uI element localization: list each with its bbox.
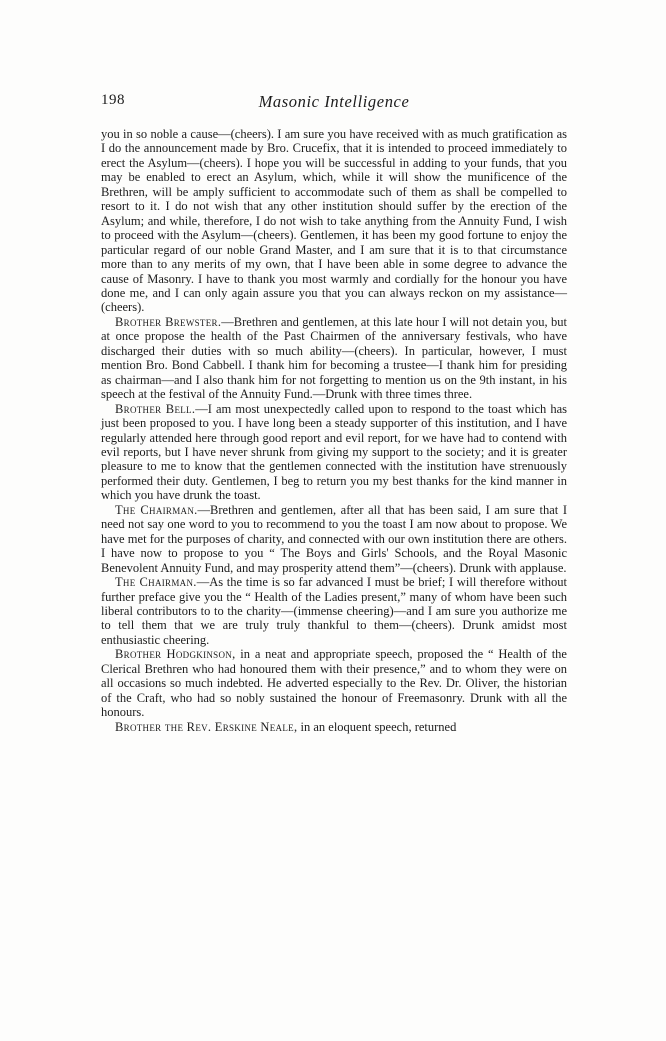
paragraph-neale: [101, 720, 567, 734]
paragraph-hodgkinson: [101, 647, 567, 719]
paragraph-text: in a neat and appropriate speech, proposed the “ Health of the Clerical Brethren who had honoured them with their presence,” and to whom they were on all occasions so much indebted. He adverted especially to the Rev. Dr. Oliver, the historian of the Craft, who had so nobly sustained the honour of Freemasonry. Drunk with all the honours.: [101, 647, 567, 720]
speaker-name: The Chairman.: [115, 575, 197, 590]
paragraph-text: —I am most unexpectedly called upon to respond to the toast which has just been proposed to you. I have long been a steady supporter of this institution, and I have regularly attended here through good report and evil report, for we have had to contend with evil reports, but I have never shrunk from giving my support to the society; and it is greater pleasure to me to know that the gentlemen connected with the institution have strenuously performed their duty. Gentlemen, I beg to return you my best thanks for the kind manner in which you have drunk the toast.: [101, 401, 567, 503]
speaker-name: Brother Bell.: [115, 401, 196, 416]
speaker-name: Brother Hodgkinson,: [115, 647, 236, 662]
paragraph-text: —Brethren and gentlemen, after all that has been said, I am sure that I need not say one word to you to recommend to you the toast I am now about to propose. We have met for the purposes of charity, and connected with our own institution there are others. I have now to propose to you “ The Boys and Girls' Schools, and the Royal Masonic Benevolent Annuity Fund, and may prosperity attend them”—(cheers). Drunk with applause.: [101, 502, 567, 575]
speaker-name: Brother Brewster.: [115, 314, 222, 329]
page-header: [101, 92, 567, 116]
speaker-name: Brother the Rev. Erskine Neale,: [115, 719, 298, 734]
paragraph-chairman-ladies: [101, 575, 567, 647]
paragraph-asylum-speech: [101, 127, 567, 315]
page-number: 198: [101, 92, 125, 108]
paragraph-bell: [101, 402, 567, 503]
paragraph-text: —Brethren and gentlemen, at this late hour I will not detain you, but at once propose the health of the Past Chairmen of the anniversary festivals, who have discharged their duties with so much ability—(cheers). In particular, however, I must mention Bro. Bond Cabbell. I thank him for becoming a trustee—I thank him for presiding as chairman—and I also thank him for not forgetting to mention us on the 9th instant, in his speech at the festival of the Annuity Fund.—Drunk with three times three.: [101, 314, 567, 402]
body-text: [101, 127, 567, 734]
paragraph-text: in an eloquent speech, returned: [297, 719, 457, 734]
paragraph-brewster: [101, 315, 567, 402]
paragraph-chairman-toast: [101, 503, 567, 575]
paragraph-text: —As the time is so far advanced I must be brief; I will therefore without further preface give you the “ Health of the Ladies present,” many of whom have been such liberal contributors to to the charity—(immense cheering)—and I am sure you authorize me to tell them that we are truly truly thankful to them—(cheers). Drunk amidst most enthusiastic cheering.: [101, 575, 567, 647]
running-title: Masonic Intelligence: [258, 92, 410, 111]
speaker-name: The Chairman.: [115, 502, 198, 517]
paragraph-text: you in so noble a cause—(cheers). I am sure you have received with as much gratification as I do the announcement made by Bro. Crucefix, that it is intended to proceed immediately to erect the Asylum—(cheers). I hope you will be successful in adding to your funds, that you may be enabled to erect an Asylum, which, while it will show the munificence of the Brethren, will be amply sufficient to accommodate such of them as shall be compelled to resort to it. I do not wish that any other institution should suffer by the erection of the Asylum; and while, therefore, I do not wish to take anything from the Annuity Fund, I wish to proceed with the Asylum—(cheers). Gentlemen, it has been my good fortune to enjoy the particular regard of our noble Grand Master, and I am sure that it is to that circumstance more than to any merits of my own, that I have been able in some degree to advance the cause of Masonry. I have to thank you most warmly and cordially for the honour you have done me, and I can only again assure you that you can always reckon on my assistance—(cheers).: [101, 127, 567, 315]
